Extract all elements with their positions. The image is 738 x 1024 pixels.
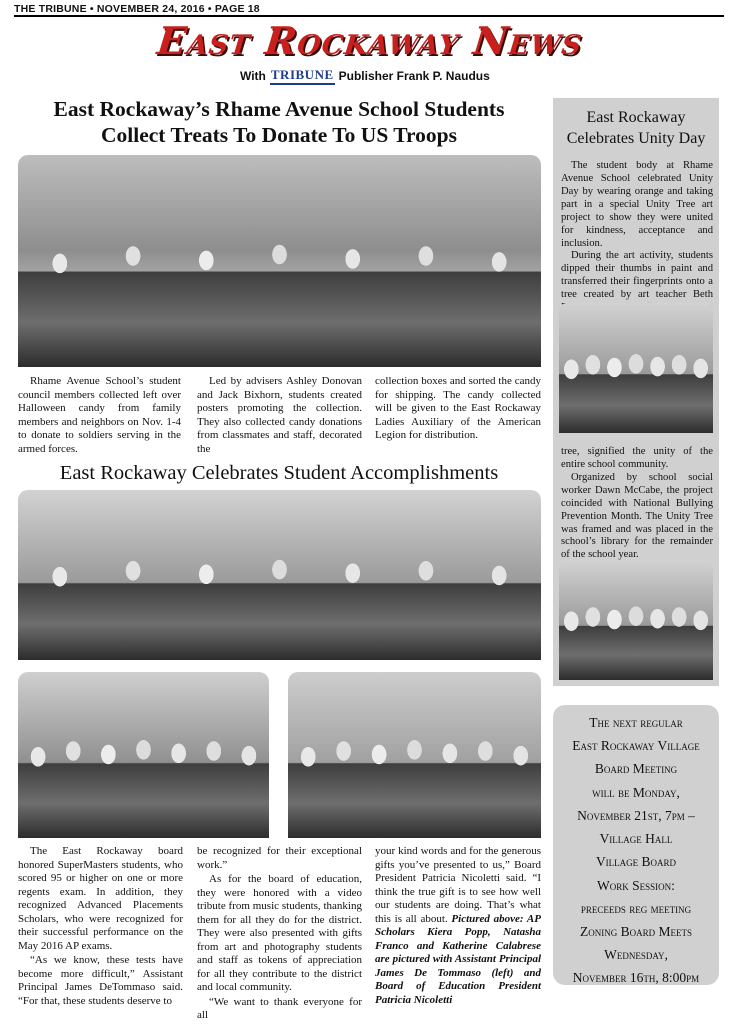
sidebar-photo-1	[559, 303, 713, 433]
story2-column-3	[375, 845, 541, 1008]
notice-line: Board Meeting	[594, 761, 678, 777]
story1-paragraph-1: Rhame Avenue School’s student council members collected left over Halloween candy from family members and neighbors on Nov. 1-4 to donate to soldiers serving in the armed forces.	[18, 375, 181, 455]
notice-line: November 16th, 8:00pm	[572, 970, 700, 986]
notice-line: The next regular	[589, 715, 683, 730]
photo-caption: Pictured above: AP Scholars Kiera Popp, Natasha Franco and Katherine Calabrese are pictured with Assistant Principal James De Tommaso (left) and Board of Education President Patricia Nicoletti	[375, 912, 541, 1006]
story1-column-3	[375, 375, 541, 444]
sidebar-text-bottom	[561, 446, 713, 562]
story1-headline-line2: Collect Treats To Donate To US Troops	[100, 122, 457, 147]
board-members-image	[18, 722, 269, 838]
masthead	[100, 18, 640, 70]
story2-paragraph-1: The East Rockaway board honored SuperMasters students, who scored 95 or higher on one or more regents exam. In addition, they recognized Advanced Placements Scholars, who were recognized for their successful performance on the May 2016 AP exams.	[18, 845, 183, 952]
notice-line: Village Hall	[599, 831, 673, 847]
students-group-image	[18, 219, 541, 367]
byline-publisher: Publisher Frank P. Naudus	[338, 69, 490, 83]
story2-paragraph-2: “As we know, these tests have become more difficult,” Assistant Principal James DeTommaso said. “For that, these students deserve to	[18, 954, 183, 1007]
notice-line: preceeds reg meeting	[580, 900, 692, 916]
story2-column-2	[197, 845, 362, 1024]
unity-tree-image	[559, 342, 713, 433]
unity-day-sidebar	[553, 98, 719, 686]
notice-line: will be Monday,	[592, 784, 680, 800]
notice-line: Wednesday,	[604, 947, 668, 963]
sidebar-photo-2	[559, 560, 713, 680]
story1-column-1	[18, 375, 181, 457]
story1-headline-line1: East Rockaway’s Rhame Avenue School Students	[53, 97, 505, 121]
story2-board-photo	[18, 672, 269, 838]
story2-paragraph-3: be recognized for their exceptional work.”	[197, 845, 362, 871]
story2-quote: your kind words and for the generous gifts you’ve presented to us,” Board President Patricia Nicoletti said. “I think the true gift is to see how well our students are doing. That’s what this is all about.	[375, 845, 541, 925]
honored-students-image	[18, 541, 541, 660]
story1-column-2	[197, 375, 362, 457]
header-rule	[14, 15, 724, 17]
sidebar-paragraph-4: Organized by school social worker Dawn McCabe, the project coincided with National Bullying Prevention Month. The Unity Tree was framed and was placed in the school’s library for the remainder of the school year.	[561, 471, 713, 561]
sidebar-title-line2: Celebrates Unity Day	[566, 129, 706, 147]
tribune-logo: TRIBUNE	[270, 67, 335, 85]
story2-main-photo	[18, 490, 541, 660]
sidebar-paragraph-1: The student body at Rhame Avenue School celebrated Unity Day by wearing orange and taking part in a special Unity Tree art project to show they were united for kindness, acceptance and inclusion.	[561, 160, 713, 249]
story1-paragraph-3: collection boxes and sorted the candy for shipping. The candy collected will be given to the East Rockaway Ladies Auxiliary of the American Legion for distribution.	[375, 375, 541, 442]
notice-line: Work Session:	[597, 877, 675, 893]
masthead-title: East Rockaway News	[155, 18, 585, 63]
sidebar-text-top	[561, 160, 713, 315]
meeting-notice-box	[553, 705, 719, 985]
notice-line: November 21st, 7pm –	[577, 807, 695, 823]
story1-headline	[18, 97, 540, 149]
story2-paragraph-5: “We want to thank everyone for all	[197, 995, 362, 1022]
notice-line: East Rockaway Village	[572, 738, 700, 754]
story2-ap-scholars-photo	[288, 672, 541, 838]
sidebar-paragraph-2: During the art activity, students dipped their thumbs in paint and transferred their fingerprints onto a tree created by art teacher Beth	[561, 250, 713, 301]
notice-line: Village Board	[595, 854, 677, 870]
story2-headline: East Rockaway Celebrates Student Accomplishments	[59, 462, 499, 484]
story2-paragraph-6	[375, 845, 541, 1007]
notice-line: Zoning Board Meets	[580, 923, 692, 939]
story1-paragraph-2: Led by advisers Ashley Donovan and Jack Bixhorn, students created posters promoting the collection. They also collected candy donations from classmates and staff, decorated the	[197, 375, 362, 455]
sidebar-title-line1: East Rockaway	[586, 109, 686, 126]
sidebar-paragraph-3: tree, signified the unity of the entire school community.	[561, 446, 713, 470]
masthead-byline	[240, 67, 490, 85]
ap-scholars-image	[288, 722, 541, 838]
story2-paragraph-4: As for the board of education, they were honored with a video tribute from music students, thanking them for all they do for the district. They were also presented with gifts from art and photography students and staff as tokens of appreciation for all they contribute to the district and local community.	[197, 873, 362, 994]
story1-photo	[18, 155, 541, 367]
running-header: THE TRIBUNE • NOVEMBER 24, 2016 • PAGE 18	[14, 3, 260, 15]
byline-with: With	[240, 69, 266, 83]
unity-students-image	[559, 596, 713, 680]
story2-column-1	[18, 845, 183, 1009]
sidebar-title	[553, 108, 719, 150]
